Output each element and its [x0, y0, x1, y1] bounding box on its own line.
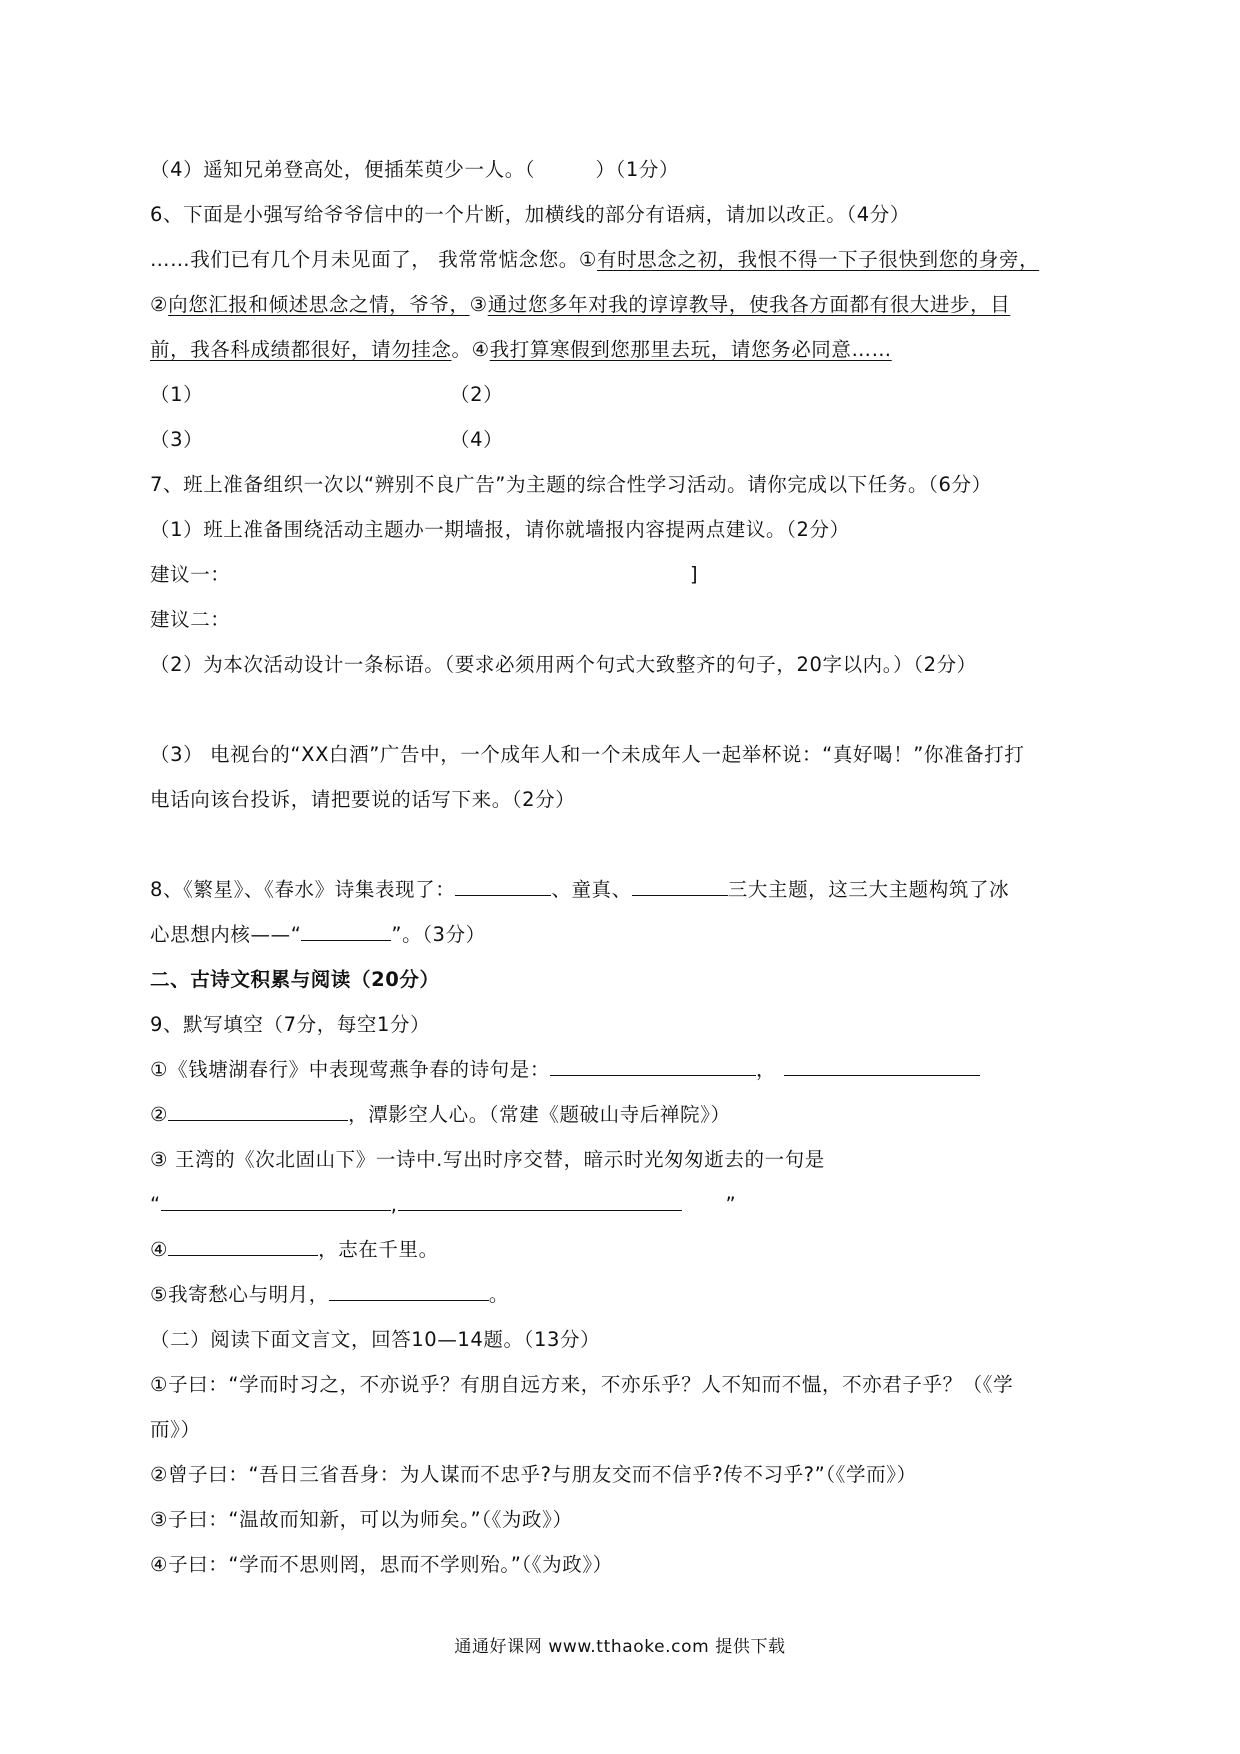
- stray-bracket-mark: ]: [690, 563, 699, 586]
- answer-blank[interactable]: [784, 1057, 980, 1076]
- underlined-sentence-2: 向您汇报和倾述思念之情，爷爷，: [168, 293, 470, 316]
- poem-text: ，志在千里。: [318, 1238, 439, 1261]
- answer-blank[interactable]: [301, 922, 391, 941]
- q8-text: 8、《繁星》、《春水》诗集表现了：: [150, 878, 456, 901]
- letter-text: ②: [150, 293, 169, 316]
- answer-blank[interactable]: [398, 1192, 682, 1211]
- poem-text: ④: [150, 1238, 169, 1261]
- answer-blank[interactable]: [632, 877, 728, 896]
- answer-label-4: （4）: [450, 428, 504, 451]
- letter-text: ③: [469, 293, 488, 316]
- question-7-2: （2）为本次活动设计一条标语。（要求必须用两个句式大致整齐的句子，20字以内。）（2分）: [150, 653, 977, 676]
- subsection-2-heading: （二）阅读下面文言文，回答10—14题。（13分）: [150, 1328, 601, 1351]
- poem-fill-2: [150, 1101, 731, 1129]
- poem-text: ⑤我寄愁心与明月，: [150, 1283, 329, 1306]
- classical-text-3: ③子曰：“温故而知新，可以为师矣。”（《为政》）: [150, 1508, 573, 1531]
- poem-fill-1: [150, 1056, 980, 1084]
- classical-text-1-line-1: ①子曰：“学而时习之，不亦说乎？有朋自远方来，不亦乐乎？人不知而不愠，不亦君子乎？（《学: [150, 1373, 1014, 1396]
- poem-text: ，: [755, 1058, 777, 1081]
- classical-text-1-line-2: 而》）: [150, 1418, 201, 1441]
- answer-label-2: （2）: [450, 383, 504, 406]
- suggestion-1-label: 建议一：: [150, 563, 231, 586]
- letter-text: 。④: [451, 338, 490, 361]
- answer-label-3: （3）: [150, 428, 204, 451]
- poem-text: 。: [488, 1283, 509, 1306]
- suggestion-2-label: 建议二：: [150, 608, 231, 631]
- question-7-3-line-2: 电话向该台投诉，请把要说的话写下来。（2分）: [150, 788, 576, 811]
- underlined-sentence-3-cont: 前，我各科成绩都很好，请勿挂念: [150, 338, 452, 361]
- poem-fill-5: [150, 1281, 509, 1309]
- page-footer: 通通好课网 www.tthaoke.com 提供下载: [454, 1637, 786, 1657]
- letter-text: ……我们已有几个月未见面了， 我常常惦念您。①: [150, 248, 597, 271]
- poem-question-4: （4）遥知兄弟登高处，便插茱萸少一人。（ ）（1分）: [150, 158, 680, 181]
- underlined-sentence-1: 有时思念之初，我恨不得一下子很快到您的身旁，: [596, 248, 1040, 271]
- poem-text: ,: [390, 1193, 398, 1216]
- q8-text: ”。（3分）: [391, 923, 486, 946]
- answer-label-1: （1）: [150, 383, 204, 406]
- poem-text: ，潭影空人心。（常建《题破山寺后禅院》）: [348, 1103, 731, 1126]
- answer-blank[interactable]: [161, 1192, 391, 1211]
- classical-text-2: ②曾子曰：“吾日三省吾身：为人谋而不忠乎?与朋友交而不信乎?传不习乎?”（《学而》）: [150, 1463, 917, 1486]
- question-6-prompt: 6、下面是小强写给爷爷信中的一个片断，加横线的部分有语病，请加以改正。（4分）: [150, 203, 910, 226]
- question-9-prompt: 9、默写填空（7分，每空1分）: [150, 1013, 431, 1036]
- answer-blank[interactable]: [168, 1237, 318, 1256]
- letter-line-3: [150, 336, 892, 364]
- poem-text: ①《钱塘湖春行》中表现莺燕争春的诗句是：: [150, 1058, 550, 1081]
- q8-text: 心思想内核——“: [150, 923, 302, 946]
- classical-text-4: ④子曰：“学而不思则罔，思而不学则殆。”（《为政》）: [150, 1553, 613, 1576]
- q8-text: 三大主题，这三大主题构筑了冰: [727, 878, 1010, 901]
- q8-text: 、童真、: [551, 878, 632, 901]
- letter-line-2: [150, 291, 1010, 319]
- question-7-3-line-1: （3） 电视台的“XX白酒”广告中，一个成年人和一个未成年人一起举杯说：“真好喝！”你准备打打: [150, 743, 1025, 766]
- question-7-1: （1）班上准备围绕活动主题办一期墙报，请你就墙报内容提两点建议。（2分）: [150, 518, 850, 541]
- question-8-line-2: [150, 921, 486, 949]
- answer-blank[interactable]: [550, 1057, 756, 1076]
- underlined-sentence-3: 通过您多年对我的谆谆教导，使我各方面都有很大进步，目: [487, 293, 1011, 316]
- poem-text: “: [150, 1193, 161, 1216]
- question-7-prompt: 7、班上准备组织一次以“辨别不良广告”为主题的综合性学习活动。请你完成以下任务。（6分）: [150, 473, 992, 496]
- answer-blank[interactable]: [168, 1102, 348, 1121]
- question-8-line-1: [150, 876, 1009, 904]
- poem-fill-4: [150, 1236, 439, 1264]
- underlined-sentence-4: 我打算寒假到您那里去玩，请您务必同意……: [489, 338, 892, 361]
- answer-blank[interactable]: [455, 877, 551, 896]
- poem-fill-3-prompt: ③ 王湾的《次北固山下》一诗中.写出时序交替，暗示时光匆匆逝去的一句是: [150, 1148, 825, 1171]
- poem-fill-3-blanks: [150, 1191, 736, 1219]
- poem-text: ”: [725, 1193, 737, 1216]
- section-2-heading: 二、古诗文积累与阅读（20分）: [150, 968, 440, 991]
- poem-text: ②: [150, 1103, 169, 1126]
- answer-blank[interactable]: [329, 1282, 489, 1301]
- letter-line-1: [150, 246, 1039, 274]
